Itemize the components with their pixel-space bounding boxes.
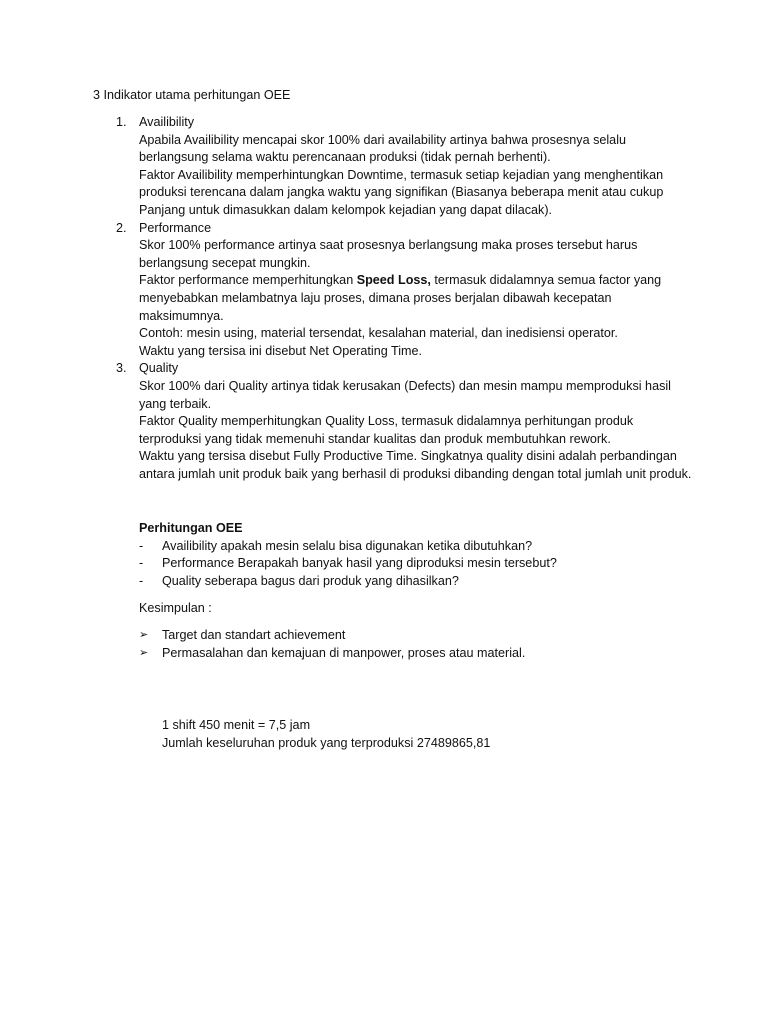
remaining-time-paragraph: Waktu yang tersisa ini disebut Net Operating Time. [139, 343, 423, 358]
speed-loss-text-after: termasuk didalamnya semua factor yang menyebabkan melambatnya laju proses, dimana proses berjalan dibawah kecepatan maksimumnya. [139, 273, 662, 323]
list-item [139, 645, 699, 663]
speed-loss-paragraph [139, 272, 693, 325]
kesimpulan-list [139, 627, 699, 662]
list-item-text: Target dan standart achievement [162, 628, 346, 642]
dash-marker: - [139, 556, 144, 571]
speed-loss-text-before: Faktor performance memperhitungkan [139, 273, 357, 288]
perhitungan-heading: Perhitungan OEE [139, 521, 243, 535]
list-item [139, 555, 699, 573]
kesimpulan-heading: Kesimpulan : [139, 601, 212, 615]
list-number: 2. [116, 220, 127, 235]
indicator-performance [93, 220, 693, 361]
calculation-notes [162, 717, 682, 752]
perhitungan-section [139, 520, 699, 590]
shift-duration-line: 1 shift 450 menit = 7,5 jam [162, 718, 311, 732]
document-title: 3 Indikator utama perhitungan OEE [93, 88, 291, 102]
indicator-list [93, 114, 693, 483]
indicator-paragraph: Apabila Availibility mencapai skor 100% dari availability artinya bahwa prosesnya selalu berlangsung selama waktu perencanaan produksi (tidak pernah berhenti). [139, 132, 626, 165]
indicator-paragraph: Skor 100% performance artinya saat prosesnya berlangsung maka proses tersebut harus berlangsung secepat mungkin. [139, 238, 638, 270]
example-paragraph: Contoh: mesin using, material tersendat, kesalahan material, dan inedisiensi operator. [139, 326, 618, 341]
list-item-text: Availibility apakah mesin selalu bisa digunakan ketika dibutuhkan? [162, 538, 533, 553]
indicator-paragraph: Faktor Availibility memperhintungkan Downtime, termasuk setiap kejadian yang menghentikan produksi terencana dalam jangka waktu yang signifikan (Biasanya beberapa menit atau cukup Panjang untuk dimasukkan dalam kelompok kejadian yang dapat dilacak). [139, 167, 664, 217]
list-item-text: Quality seberapa bagus dari produk yang dihasilkan? [162, 573, 459, 588]
dash-marker: - [139, 538, 144, 553]
dash-marker: - [139, 573, 144, 588]
list-item-text: Permasalahan dan kemajuan di manpower, proses atau material. [162, 645, 526, 660]
indicator-heading: Performance [139, 220, 212, 235]
list-item [139, 627, 699, 645]
indicator-paragraph: Faktor Quality memperhitungkan Quality Loss, termasuk didalamnya perhitungan produk terproduksi yang tidak memenuhi standar kualitas dan produk membutuhkan rework. [139, 414, 634, 446]
list-item-text: Performance Berapakah banyak hasil yang diproduksi mesin tersebut? [162, 556, 557, 571]
indicator-availability [93, 114, 693, 220]
indicator-heading: Quality [139, 361, 179, 376]
list-number: 3. [116, 361, 127, 376]
perhitungan-list [139, 538, 699, 591]
indicator-quality [93, 360, 693, 483]
indicator-heading: Availibility [139, 115, 195, 129]
indicator-paragraph: Waktu yang tersisa disebut Fully Productive Time. Singkatnya quality disini adalah perbandingan antara jumlah unit produk baik yang berhasil di produksi dibanding dengan total jumlah unit produk. [139, 449, 692, 481]
indicator-paragraph: Skor 100% dari Quality artinya tidak kerusakan (Defects) dan mesin mampu memproduksi hasil yang terbaik. [139, 378, 671, 411]
list-item [139, 573, 699, 591]
speed-loss-bold: Speed Loss, [356, 273, 431, 288]
list-item [139, 538, 699, 556]
arrow-bullet-icon: ➢ [139, 646, 149, 659]
list-number: 1. [116, 115, 127, 129]
total-production-line: Jumlah keseluruhan produk yang terproduksi 27489865,81 [162, 735, 491, 750]
arrow-bullet-icon: ➢ [139, 629, 149, 641]
